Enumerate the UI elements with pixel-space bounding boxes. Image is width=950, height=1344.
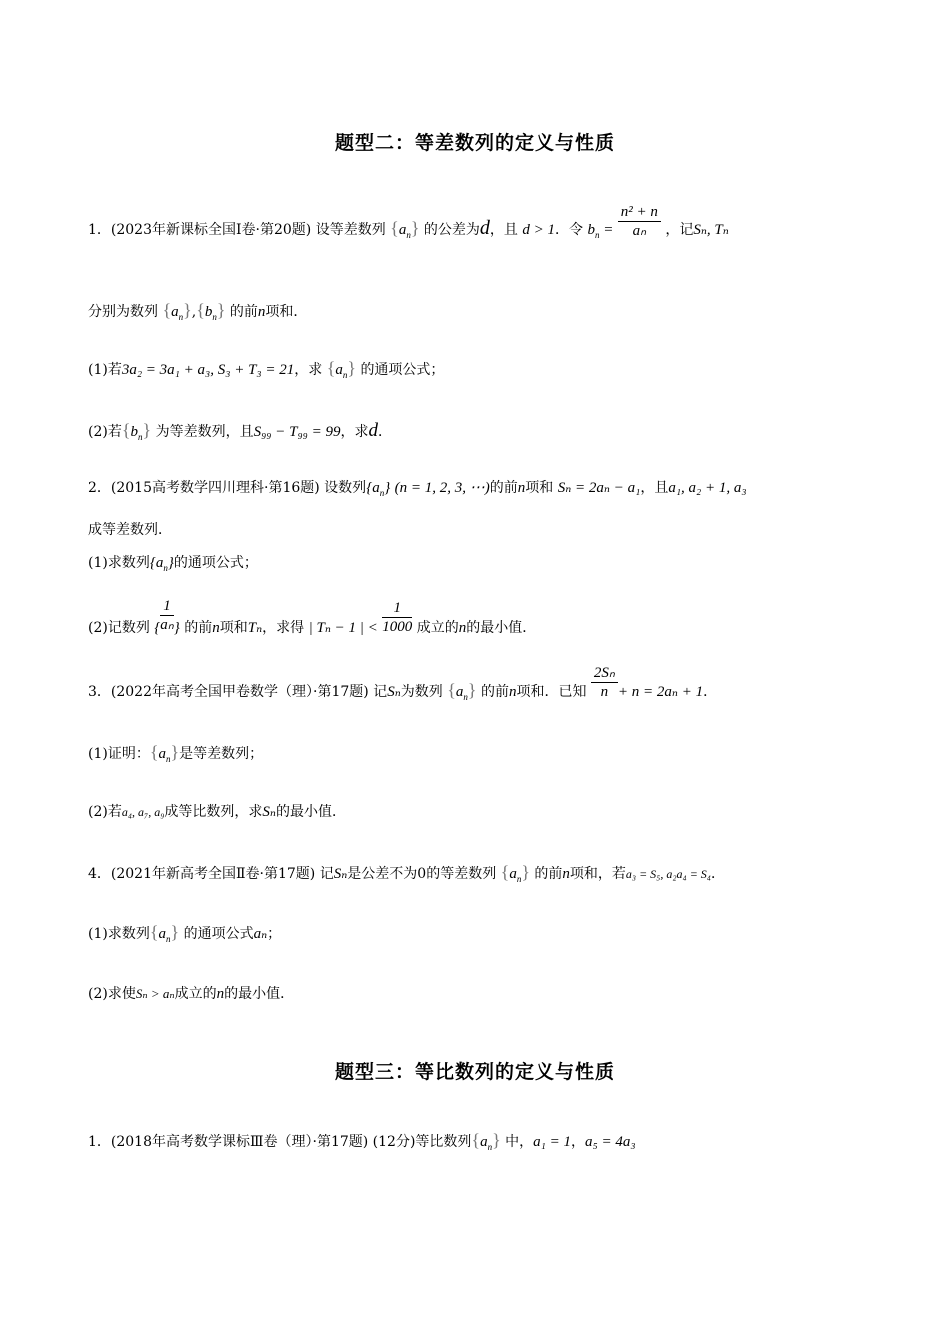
q3-part1: (1)证明：$\{a_n\}$是等差数列； (88, 742, 264, 764)
q1-text: 1．(2023年新课标全国Ⅰ卷·第20题) 设等差数列 (88, 222, 386, 238)
q4-part2: (2)求使Sₙ > aₙ成立的n的最小值． (88, 986, 295, 1002)
section-title-2: 题型二：等差数列的定义与性质 (334, 132, 615, 154)
q1-line2: 分别为数列 $\{a_n\},\{b_n\}$ 的前n项和． (88, 300, 308, 322)
q3-part2: (2)若a₄, a₇, a₉成等比数列，求Sₙ的最小值． (88, 804, 346, 820)
q4-part1: (1)求数列$\{a_n\}$ 的通项公式aₙ； (88, 922, 282, 944)
q4-line1: 4．(2021年新高考全国Ⅱ卷·第17题) 记Sₙ是公差不为0的等差数列 $\{a_n\}$ 的前n项和，若a₃ = S₅, a₂a₄ = S₄． (88, 862, 725, 884)
q3-line1: 3．(2022年高考全国甲卷数学（理）·第17题) 记Sₙ为数列 $\{a_n\}$ 的前n项和．已知 $\frac{\text{2Sₙ}}{n}$ + n = 2aₙ + 1． (88, 664, 718, 702)
q2-part2: (2)记数列 { $\frac{1}{\text{aₙ}}$ } 的前n项和Tₙ，求得 | Tₙ − 1 | < $\frac{1}{1000}$ 成立的n的最小值． (88, 597, 537, 636)
q2-line2: 成等差数列． (88, 522, 172, 538)
fraction-bn: $\frac{\text{n² + n}}{\text{aₙ}}$ (618, 203, 661, 240)
q2-part1: (1)求数列$\{a_n\}$的通项公式； (88, 555, 258, 573)
q1-part2: (2)若$\{b_n\}$ 为等差数列，且S₉₉ − T₉₉ = 99，求d． (88, 420, 393, 442)
q1-part1: (1)若3a₂ = 3a₁ + a₃, S₃ + T₃ = 21，求 $\{a_n\}$ 的通项公式； (88, 358, 445, 380)
q1-line1: 1．(2023年新课标全国Ⅰ卷·第20题) 设等差数列 $\{a_n\}$ 的公差为d，且 d > 1．令 $b_n$ = $\frac{\text{n² + n}}{\text{aₙ}}$ ，记Sₙ, Tₙ (88, 203, 729, 240)
q2-line1: 2．(2015高考数学四川理科·第16题) 设数列$\{a_n\} (n = 1$, 2, 3, ⋯)的前n项和 Sₙ = 2aₙ − a₁，且a₁, a₂ + 1, a₃ (88, 480, 747, 498)
s3-q1-line1: 1．(2018年高考数学课标Ⅲ卷（理）·第17题) (12分)等比数列$\{a_n\}$ 中，a₁ = 1，a₅ = 4a₃ (88, 1130, 636, 1152)
section-title-3: 题型三：等比数列的定义与性质 (334, 1061, 615, 1083)
